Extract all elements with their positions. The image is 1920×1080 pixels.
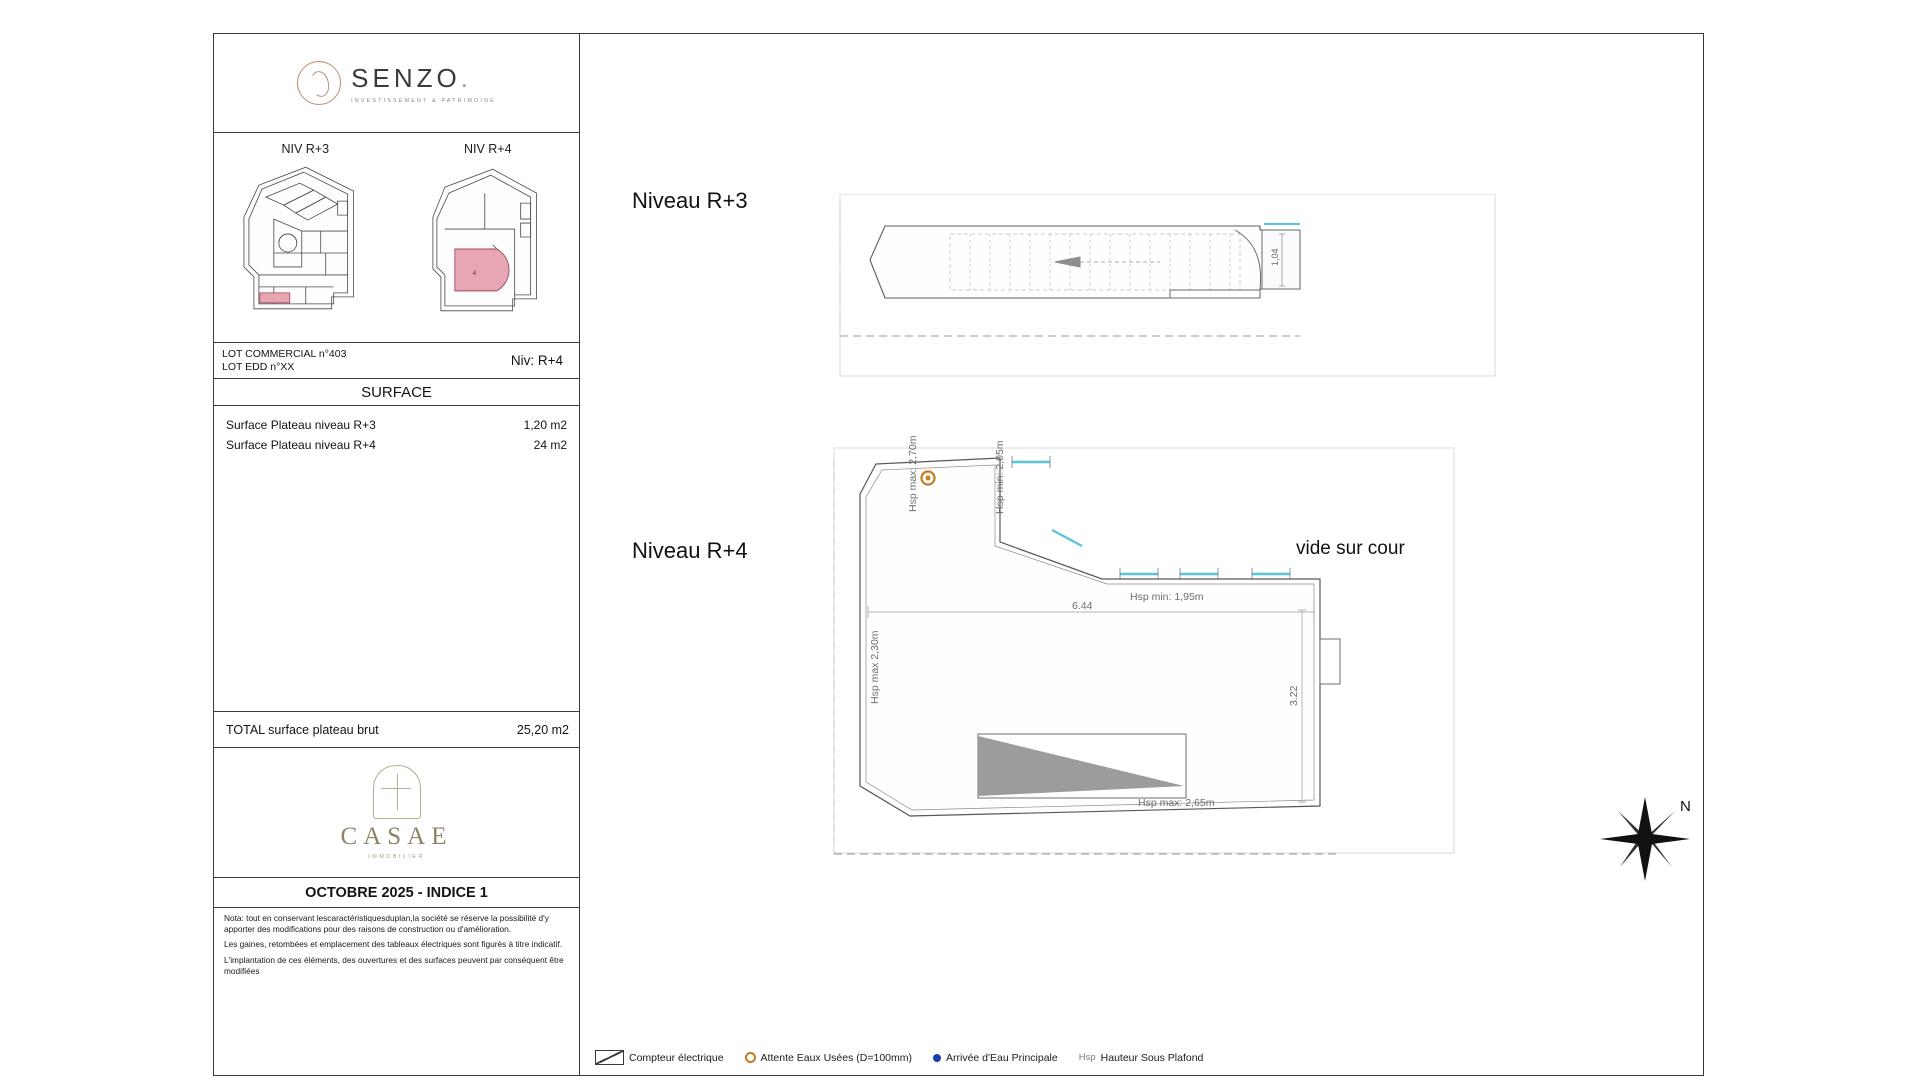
surface-row [214,435,579,455]
electric-meter-marker [922,472,935,485]
legend-label: Attente Eaux Usées (D=100mm) [760,1051,912,1064]
senzo-tagline: INVESTISSEMENT & PATRIMOINE [351,97,496,104]
lot-commercial: LOT COMMERCIAL n°403 [222,347,347,360]
dim-hsp-min-195: Hsp min: 1,95m [1130,591,1204,603]
legend-label: Hauteur Sous Plafond [1100,1051,1204,1064]
legend-item-hsp [1079,1052,1204,1064]
vide-sur-cour-label: vide sur cour [1296,538,1405,559]
casae-name: CASAE [340,823,453,850]
legend-label: Compteur électrique [629,1051,724,1064]
level-title-r4: Niveau R+4 [632,538,748,563]
lot-codes [222,348,511,374]
total-surface-value: 25,20 m2 [516,722,569,737]
title-block [214,34,580,1075]
casae-tagline: IMMOBILIER [368,854,425,860]
total-surface-row [214,712,579,748]
dim-hsp-max-230: Hsp max 2,30m [869,630,881,704]
lot-info-row [214,343,579,379]
senzo-wordmark [351,63,496,94]
legend-item-waste-water [745,1052,912,1064]
mini-plan-r3-drawing [214,157,397,337]
casae-logo-block [214,748,579,878]
dim-644: 6.44 [1072,600,1093,612]
water-inlet-icon [933,1054,941,1062]
dim-hsp-max-270: Hsp max: 2,70m [907,435,919,512]
total-surface-label: TOTAL surface plateau brut [226,722,379,737]
svg-text:4: 4 [472,270,476,277]
senzo-mark-icon [297,61,341,105]
surface-header: SURFACE [214,379,579,406]
legend [595,1050,1217,1065]
hsp-icon: Hsp [1078,1052,1096,1063]
surface-row-name: Surface Plateau niveau R+3 [226,418,376,432]
legend-item-water-inlet [933,1052,1058,1064]
north-arrow-icon [1580,789,1710,889]
legend-label: Arrivée d'Eau Principale [946,1051,1058,1064]
mini-plan-r3-label: NIV R+3 [281,142,330,156]
mini-plan-r4 [397,133,580,342]
dim-hsp-max-265: Hsp max: 2,65m [1138,797,1215,809]
mini-plan-r4-label: NIV R+4 [463,142,512,156]
revision-date: OCTOBRE 2025 - INDICE 1 [214,878,579,908]
senzo-logo [297,61,496,105]
surface-rows [214,406,579,712]
drawing-sheet [213,33,1704,1076]
dim-r3-1: 1,04 [1270,248,1280,266]
north-label: N [1680,798,1691,815]
plan-r4 [820,434,1540,884]
nota-paragraph: L'implantation de ces éléments, des ouvertures et des surfaces peuvent par conséquent être modifiées [224,954,564,976]
lot-level: Niv: R+4 [510,353,563,368]
level-title-r3: Niveau R+3 [632,188,748,213]
nota-paragraph: Nota: tout en conservant lescaractéristiquesduplan,la société se réserve la possibilité d'y apporter des modifications pour des raisons de construction ou d'amélioration. [224,913,549,935]
mini-plans-block [214,133,579,343]
electric-meter-icon [595,1050,624,1065]
drawing-area [580,34,1703,1075]
senzo-name: SENZO [351,62,461,93]
nota-paragraph: Les gaines, retombées et emplacement des tableaux électriques sont figurés à titre indicatif. [224,939,563,950]
plan-r3 [830,194,1530,394]
surface-row-value: 24 m2 [533,438,567,452]
senzo-logo-block [214,34,579,133]
nota-text [214,908,579,977]
dim-322: 3.22 [1288,685,1300,706]
surface-row-value: 1,20 m2 [523,418,567,432]
legend-item-electric-meter [595,1050,724,1065]
surface-row-name: Surface Plateau niveau R+4 [226,438,376,452]
lot-edd: LOT EDD n°XX [222,360,295,373]
surface-row [214,415,579,435]
mini-plan-r4-drawing [397,157,580,337]
mini-plan-r3 [214,133,397,342]
casae-emblem-icon [373,765,421,819]
waste-water-icon [745,1052,756,1063]
dim-hsp-min-205: Hsp min: 2,05m [994,440,1006,514]
senzo-dot: . [460,62,468,93]
